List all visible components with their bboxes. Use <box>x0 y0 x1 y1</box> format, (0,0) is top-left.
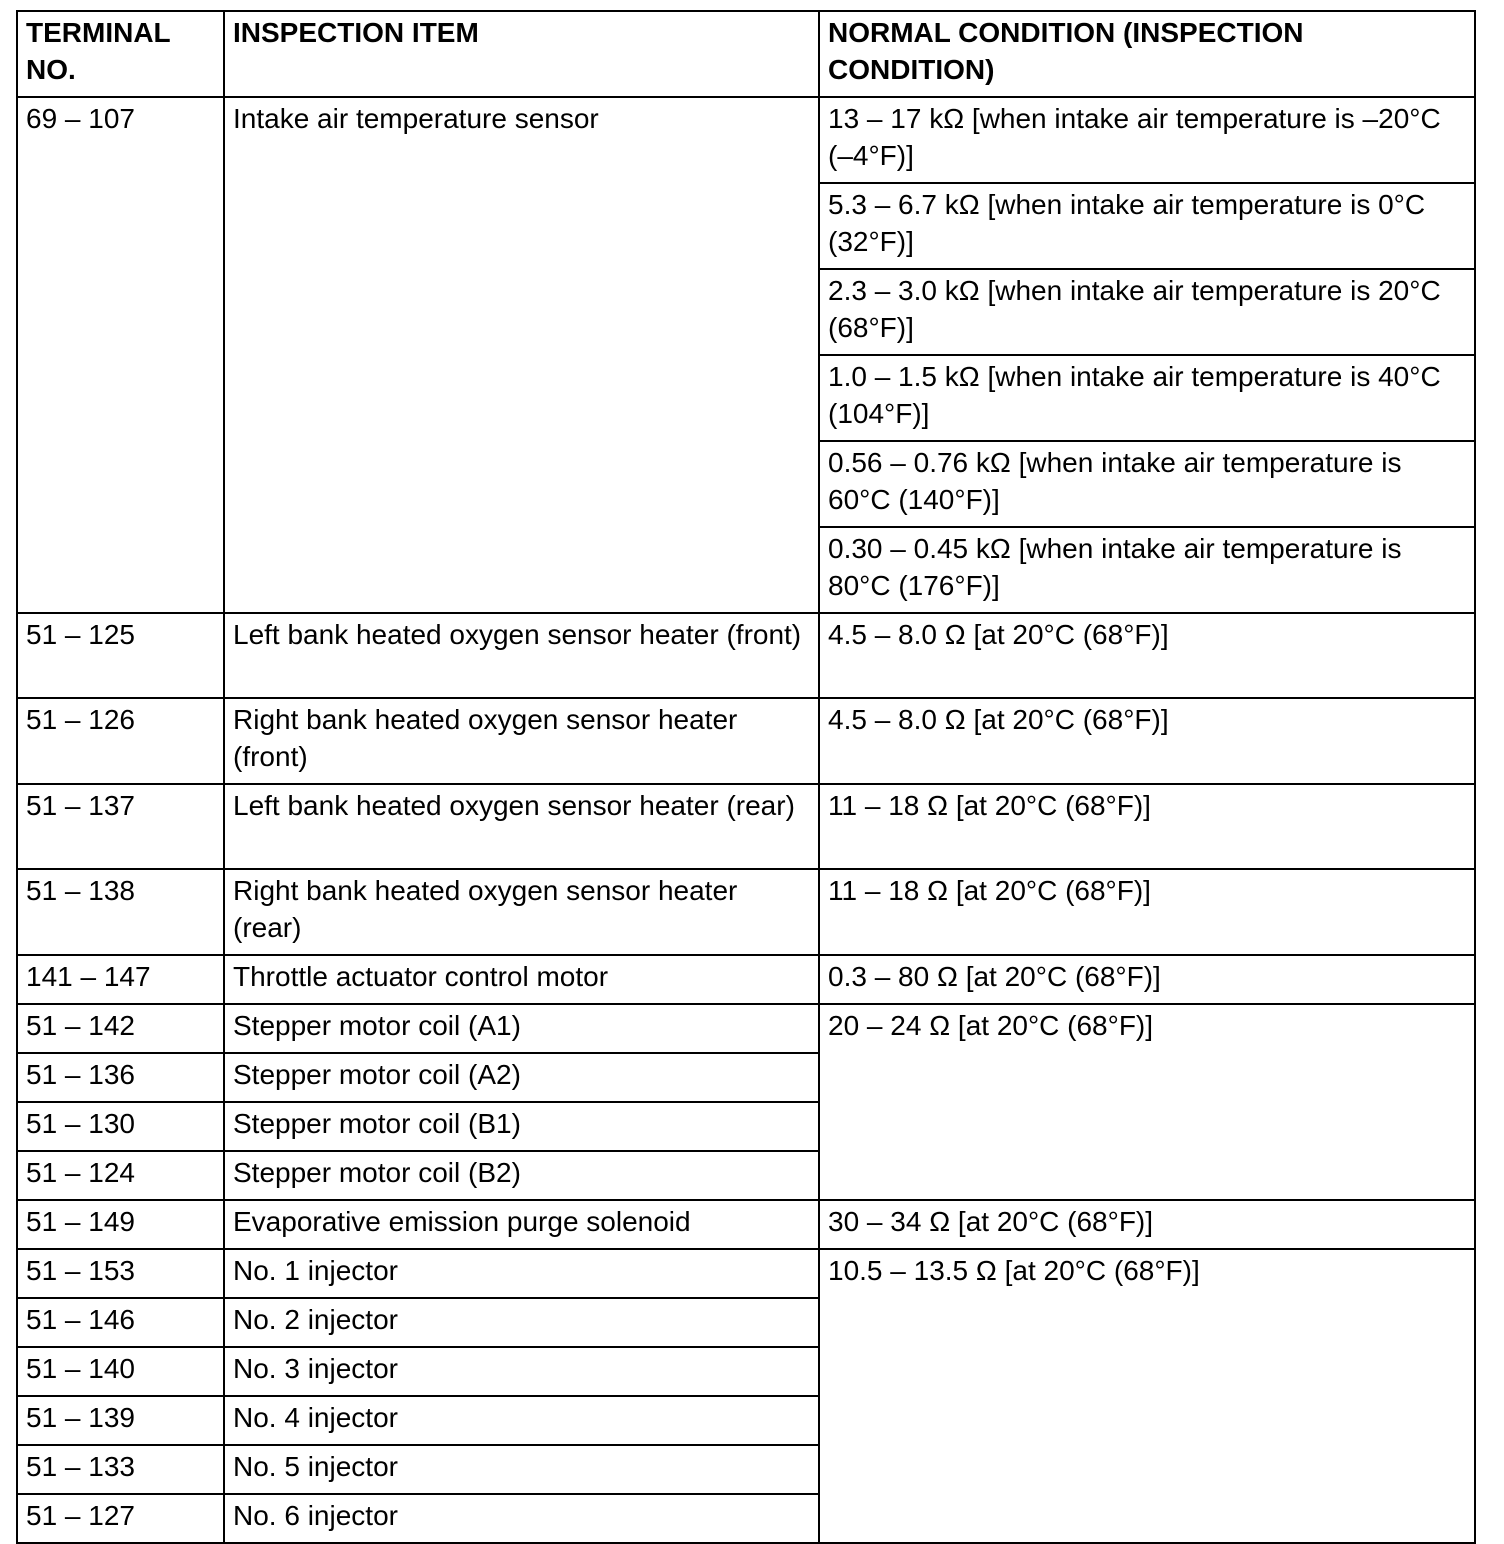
condition-cell: 20 – 24 Ω [at 20°C (68°F)] <box>819 1004 1475 1200</box>
table-row <box>17 698 1475 784</box>
condition-cell: 11 – 18 Ω [at 20°C (68°F)] <box>819 784 1475 869</box>
condition-cell: 4.5 – 8.0 Ω [at 20°C (68°F)] <box>819 613 1475 698</box>
condition-cell: 1.0 – 1.5 kΩ [when intake air temperature is 40°C (104°F)] <box>819 355 1475 441</box>
inspection-item-cell: Right bank heated oxygen sensor heater (rear) <box>224 869 819 955</box>
terminal-cell: 51 – 127 <box>17 1494 224 1543</box>
condition-cell: 2.3 – 3.0 kΩ [when intake air temperature is 20°C (68°F)] <box>819 269 1475 355</box>
condition-cell: 0.30 – 0.45 kΩ [when intake air temperature is 80°C (176°F)] <box>819 527 1475 613</box>
inspection-item-cell: Left bank heated oxygen sensor heater (front) <box>224 613 819 698</box>
condition-cell: 11 – 18 Ω [at 20°C (68°F)] <box>819 869 1475 955</box>
inspection-item-cell: No. 5 injector <box>224 1445 819 1494</box>
condition-cell: 0.56 – 0.76 kΩ [when intake air temperature is 60°C (140°F)] <box>819 441 1475 527</box>
inspection-item-cell: No. 2 injector <box>224 1298 819 1347</box>
header-terminal: TERMINAL NO. <box>17 11 224 97</box>
inspection-item-cell: Left bank heated oxygen sensor heater (rear) <box>224 784 819 869</box>
terminal-cell: 51 – 137 <box>17 784 224 869</box>
terminal-cell: 51 – 136 <box>17 1053 224 1102</box>
terminal-cell: 51 – 153 <box>17 1249 224 1298</box>
inspection-item-cell: Stepper motor coil (A1) <box>224 1004 819 1053</box>
terminal-cell: 51 – 149 <box>17 1200 224 1249</box>
condition-cell: 5.3 – 6.7 kΩ [when intake air temperature is 0°C (32°F)] <box>819 183 1475 269</box>
header-normal-condition: NORMAL CONDITION (INSPECTION CONDITION) <box>819 11 1475 97</box>
terminal-cell: 51 – 125 <box>17 613 224 698</box>
inspection-item-cell: Right bank heated oxygen sensor heater (front) <box>224 698 819 784</box>
terminal-cell: 51 – 124 <box>17 1151 224 1200</box>
table-row <box>17 1249 1475 1298</box>
terminal-cell: 69 – 107 <box>17 97 224 613</box>
terminal-cell: 51 – 142 <box>17 1004 224 1053</box>
header-row <box>17 11 1475 97</box>
inspection-item-cell: Stepper motor coil (B1) <box>224 1102 819 1151</box>
inspection-item-cell: No. 3 injector <box>224 1347 819 1396</box>
inspection-item-cell: No. 6 injector <box>224 1494 819 1543</box>
table-row <box>17 784 1475 869</box>
terminal-cell: 51 – 126 <box>17 698 224 784</box>
inspection-item-cell: Throttle actuator control motor <box>224 955 819 1004</box>
inspection-item-cell: Evaporative emission purge solenoid <box>224 1200 819 1249</box>
table-row <box>17 955 1475 1004</box>
inspection-table <box>16 10 1476 1544</box>
terminal-cell: 51 – 146 <box>17 1298 224 1347</box>
table-row <box>17 869 1475 955</box>
inspection-item-cell: Intake air temperature sensor <box>224 97 819 613</box>
inspection-item-cell: No. 1 injector <box>224 1249 819 1298</box>
table-row <box>17 613 1475 698</box>
header-inspection-item: INSPECTION ITEM <box>224 11 819 97</box>
condition-cell: 0.3 – 80 Ω [at 20°C (68°F)] <box>819 955 1475 1004</box>
table-row <box>17 1004 1475 1053</box>
inspection-item-cell: No. 4 injector <box>224 1396 819 1445</box>
terminal-cell: 141 – 147 <box>17 955 224 1004</box>
terminal-cell: 51 – 138 <box>17 869 224 955</box>
inspection-item-cell: Stepper motor coil (B2) <box>224 1151 819 1200</box>
condition-cell: 4.5 – 8.0 Ω [at 20°C (68°F)] <box>819 698 1475 784</box>
inspection-item-cell: Stepper motor coil (A2) <box>224 1053 819 1102</box>
table-row <box>17 97 1475 183</box>
terminal-cell: 51 – 140 <box>17 1347 224 1396</box>
terminal-cell: 51 – 130 <box>17 1102 224 1151</box>
table-row <box>17 1200 1475 1249</box>
terminal-cell: 51 – 139 <box>17 1396 224 1445</box>
condition-cell: 30 – 34 Ω [at 20°C (68°F)] <box>819 1200 1475 1249</box>
condition-cell: 10.5 – 13.5 Ω [at 20°C (68°F)] <box>819 1249 1475 1543</box>
terminal-cell: 51 – 133 <box>17 1445 224 1494</box>
condition-cell: 13 – 17 kΩ [when intake air temperature is –20°C (–4°F)] <box>819 97 1475 183</box>
